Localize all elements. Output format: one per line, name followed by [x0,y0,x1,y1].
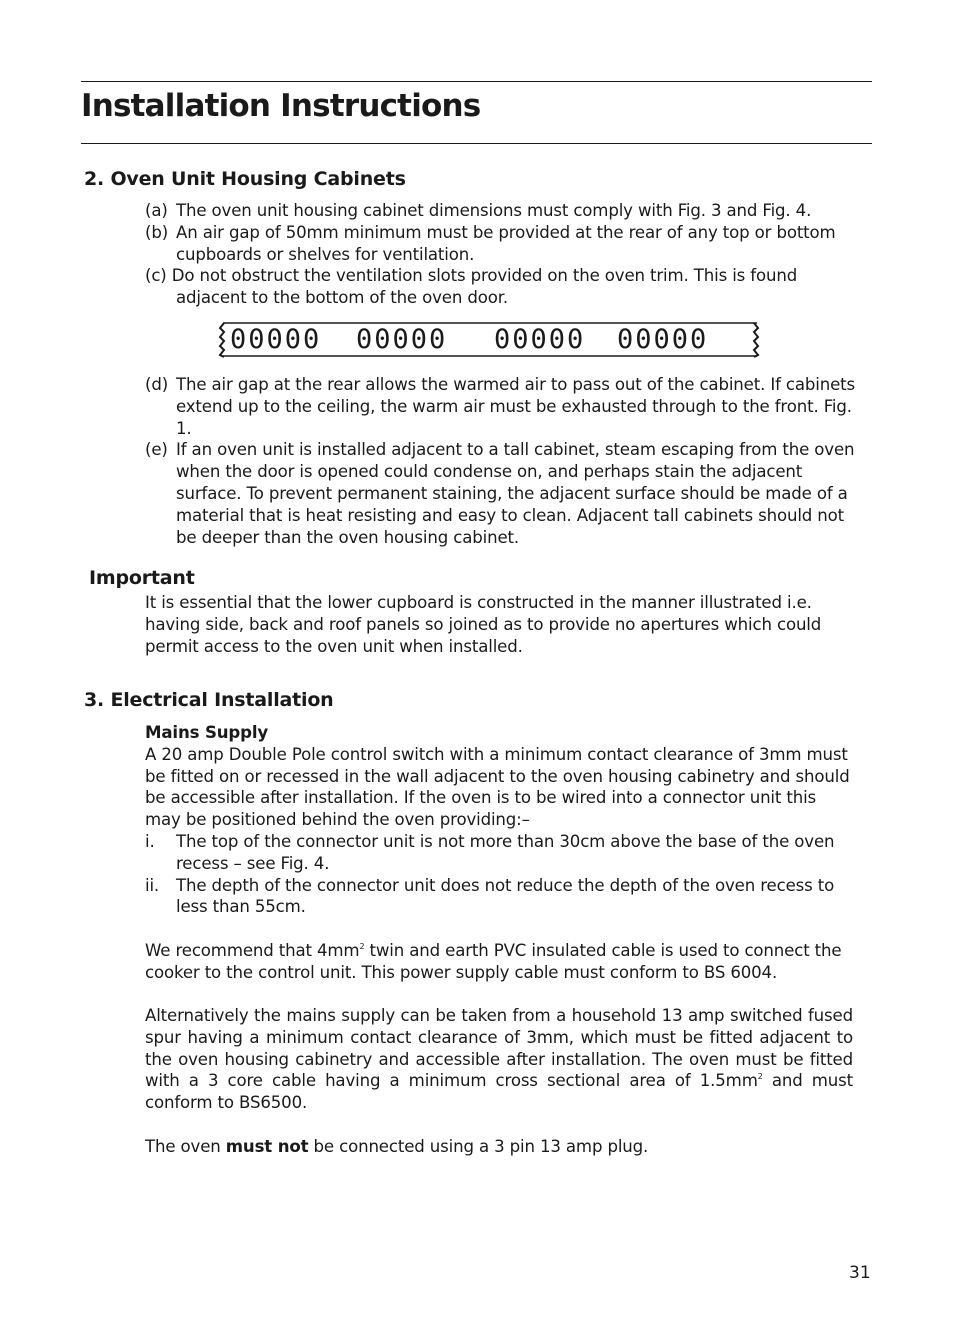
list-item-text: The air gap at the rear allows the warmed air to pass out of the cabinet. If cabinets extend up to the ceiling, the warm air must be exhausted through to the front. Fig. 1. [176,375,855,438]
list-item [145,374,855,439]
list-item-label: i. [145,831,155,851]
mains-supply-block [145,722,853,918]
list-item-label: (a) [145,201,168,220]
mains-supply-subheading: Mains Supply [145,723,269,742]
plug-text-emphasis: must not [225,1137,309,1156]
section2-list-continued [145,374,855,548]
list-item [145,439,855,548]
list-item [145,875,853,919]
vent-slot-group: 00000 [617,324,709,355]
superscript: 2 [757,1072,763,1082]
list-item-text: An air gap of 50mm minimum must be provided at the rear of any top or bottom cupboards or shelves for ventilation. [176,222,836,264]
alt-text-part: Alternatively the mains supply can be taken from a household 13 amp switched fused spur having a minimum contact clearance of 3mm, which must be fitted adjacent to the oven housing cabinetry and accessible after installation. The oven must be fitted with a 3 core cable having a minimum cross sectional area of 1.5mm [145,1006,853,1091]
cable-text-part: twin and earth PVC insulated cable is used to connect the cooker to the control unit. This power supply cable must conform to BS 6004. [145,941,842,982]
ventilation-slots-figure [217,321,764,359]
superscript: 2 [359,942,365,951]
list-item-label: (e) [145,440,168,460]
list-item-label: (c) [145,266,167,286]
list-item [145,265,855,309]
header-bottom-rule [81,143,872,144]
list-item-text: The oven unit housing cabinet dimensions must comply with Fig. 3 and Fig. 4. [176,201,812,220]
vent-slot-group: 00000 [356,324,448,355]
important-text: It is essential that the lower cupboard is constructed in the manner illustrated i.e. having side, back and roof panels so joined as to provide no apertures which could permit access to the oven unit when installed. [145,593,822,656]
alt-text-part: and must conform to BS6500. [145,1071,853,1113]
plug-text-part: The oven [145,1137,226,1156]
cable-recommendation [145,940,853,984]
list-item-text: The depth of the connector unit does not reduce the depth of the oven recess to less than 55cm. [176,875,835,917]
plug-text-part: be connected using a 3 pin 13 amp plug. [308,1137,649,1156]
list-item [145,831,853,875]
section-heading-oven-housing: 2. Oven Unit Housing Cabinets [84,168,406,190]
section-heading-electrical: 3. Electrical Installation [84,689,334,711]
list-item-text: Do not obstruct the ventilation slots provided on the oven trim. This is found adjacent to the bottom of the oven door. [171,266,798,308]
list-item [145,200,855,222]
vent-slot-group: 00000 [230,324,322,355]
list-item-text: The top of the connector unit is not more than 30cm above the base of the oven recess – see Fig. 4. [176,831,835,873]
vent-slot-group: 00000 [494,324,586,355]
page-title: Installation Instructions [81,88,481,124]
cable-text-part: We recommend that 4mm [145,941,360,960]
list-item-text: If an oven unit is installed adjacent to a tall cabinet, steam escaping from the oven when the door is opened could condense on, and perhaps stain the adjacent surface. To prevent permanent staining, the adjacent surface should be made of a material that is heat resisting and easy to clean. Adjacent tall cabinets should not be deeper than the oven housing cabinet. [176,440,855,547]
page-number: 31 [849,1263,871,1283]
mains-supply-intro: A 20 amp Double Pole control switch with a minimum contact clearance of 3mm must be fitted on or recessed in the wall adjacent to the oven housing cabinetry and should be accessible after installation. If the oven is to be wired into a connector unit this may be positioned behind the oven providing:– [145,744,850,830]
alternative-supply [145,1005,853,1114]
plug-warning [145,1136,853,1158]
section2-list [145,200,855,309]
important-heading: Important [89,567,195,589]
header-top-rule [81,81,872,82]
list-item [145,222,855,266]
list-item-label: ii. [145,875,160,895]
list-item-label: (b) [145,222,169,242]
list-item-label: (d) [145,375,169,394]
